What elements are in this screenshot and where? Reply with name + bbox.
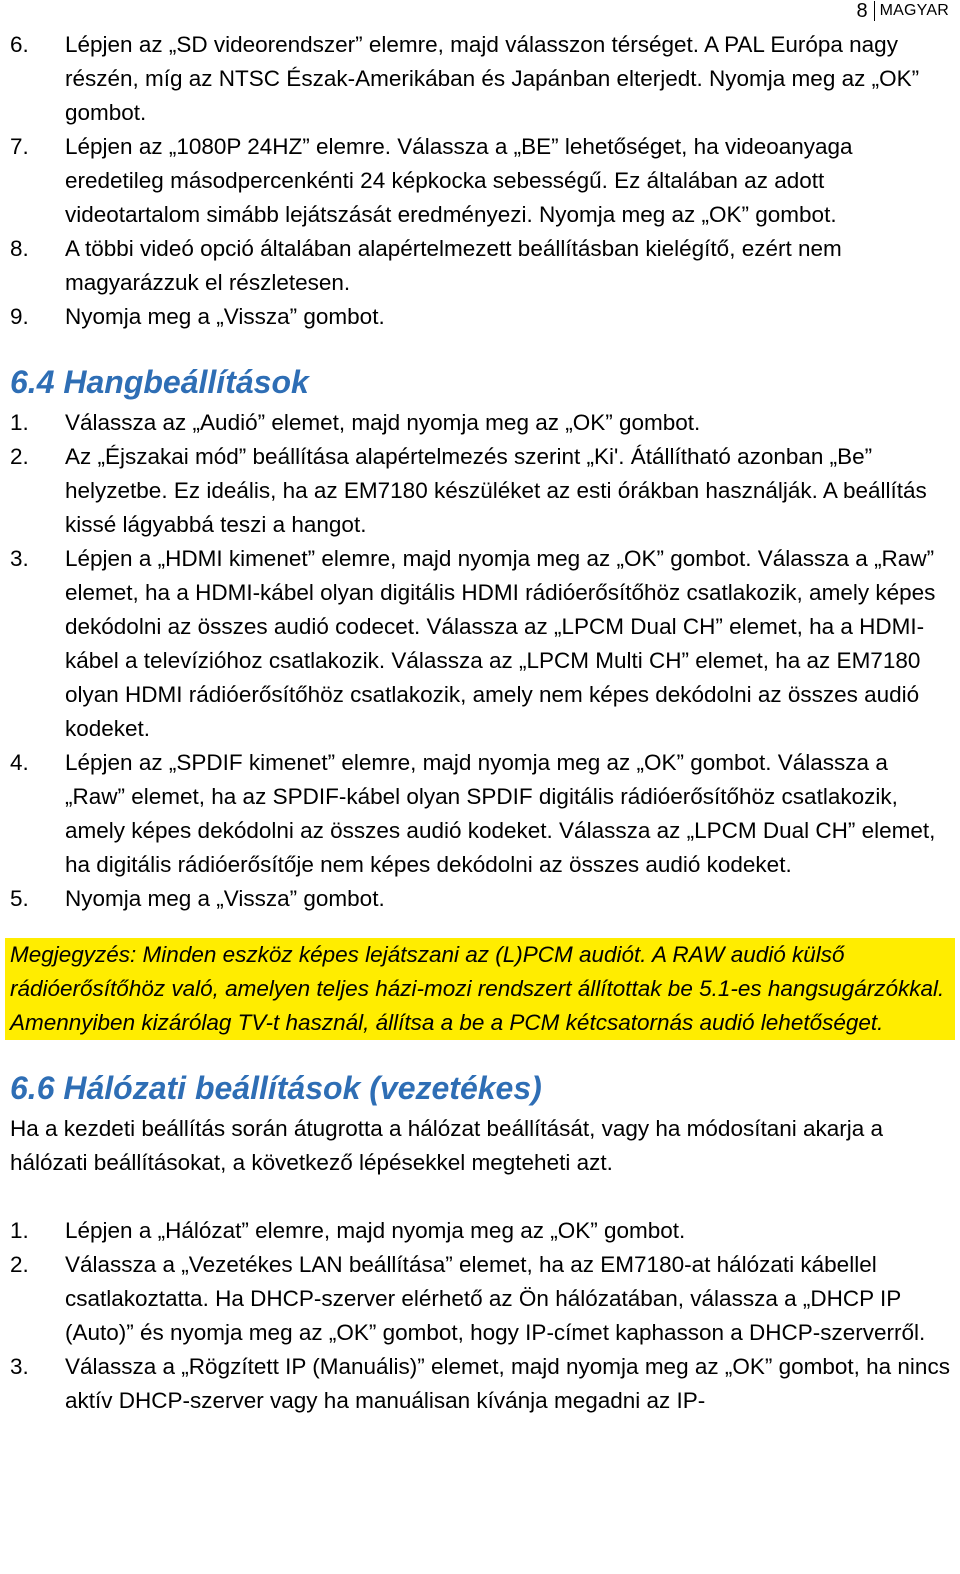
item-text: Lépjen a „HDMI kimenet” elemre, majd nyomja meg az „OK” gombot. Válassza a „Raw” elemet, ha a HDMI-kábel olyan digitális HDMI rádióerősítőhöz csatlakozik, amely képes dekódolni az összes audió codecet. Válassza az „LPCM Dual CH” elemet, ha a HDMI-kábel a televízióhoz csatlakozik. Válassza az „LPCM Multi CH” elemet, ha az EM7180 olyan HDMI rádióerősítőhöz csatlakozik, amely nem képes dekódolni az összes audió kodeket. xyxy=(65,546,936,741)
video-steps-list xyxy=(10,28,950,334)
spacer xyxy=(10,916,950,938)
list-item xyxy=(10,1214,950,1248)
audio-steps-list xyxy=(10,406,950,916)
item-text: Lépjen az „1080P 24HZ” elemre. Válassza a „BE” lehetőséget, ha videoanyaga eredetileg másodpercenkénti 24 képkocka sebességű. Ez általában az adott videotartalom simább lejátszását eredményezi. Nyomja meg az „OK” gombot. xyxy=(65,134,853,227)
item-number: 1. xyxy=(10,1218,29,1243)
item-number: 8. xyxy=(10,236,29,261)
page-header xyxy=(857,0,949,22)
item-text: Nyomja meg a „Vissza” gombot. xyxy=(65,886,385,911)
section-title-network: 6.6 Hálózati beállítások (vezetékes) xyxy=(10,1070,542,1106)
item-text: Az „Éjszakai mód” beállítása alapértelmezés szerint „Ki'. Átállítható azonban „Be” helyzetbe. Ez ideális, ha az EM7180 készüléket az esti órákban használják. A beállítás kissé lágyabbá teszi a hangot. xyxy=(65,444,927,537)
item-text: A többi videó opció általában alapértelmezett beállításban kielégítő, ezért nem magyarázzuk el részletesen. xyxy=(65,236,842,295)
spacer xyxy=(10,1040,950,1064)
item-text: Lépjen az „SD videorendszer” elemre, majd válasszon térséget. A PAL Európa nagy részén, míg az NTSC Észak-Amerikában és Japánban elterjedt. Nyomja meg az „OK” gombot. xyxy=(65,32,920,125)
spacer xyxy=(10,334,950,358)
list-item xyxy=(10,300,950,334)
item-number: 3. xyxy=(10,1354,29,1379)
item-number: 4. xyxy=(10,750,29,775)
item-number: 6. xyxy=(10,32,29,57)
item-text: Válassza az „Audió” elemet, majd nyomja meg az „OK” gombot. xyxy=(65,410,701,435)
item-number: 1. xyxy=(10,410,29,435)
item-text: Lépjen a „Hálózat” elemre, majd nyomja meg az „OK” gombot. xyxy=(65,1218,686,1243)
list-item xyxy=(10,542,950,746)
list-item xyxy=(10,1350,950,1418)
item-number: 3. xyxy=(10,546,29,571)
item-text: Válassza a „Rögzített IP (Manuális)” elemet, majd nyomja meg az „OK” gombot, ha nincs aktív DHCP-szerver vagy ha manuálisan kívánja megadni az IP- xyxy=(65,1354,950,1413)
list-item xyxy=(10,440,950,542)
item-number: 2. xyxy=(10,1252,29,1277)
header-language: MAGYAR xyxy=(879,2,949,19)
section-title-audio: 6.4 Hangbeállítások xyxy=(10,364,309,400)
item-number: 2. xyxy=(10,444,29,469)
page-number: 8 xyxy=(856,0,868,22)
header-divider xyxy=(874,1,875,21)
network-steps-list xyxy=(10,1214,950,1418)
item-text: Nyomja meg a „Vissza” gombot. xyxy=(65,304,385,329)
item-number: 9. xyxy=(10,304,29,329)
item-text: Lépjen az „SPDIF kimenet” elemre, majd nyomja meg az „OK” gombot. Válassza a „Raw” elemet, ha az SPDIF-kábel olyan SPDIF digitális rádióerősítőhöz csatlakozik, amely képes dekódolni az összes audió kodeket. Válassza az „LPCM Dual CH” elemet, ha digitális rádióerősítője nem képes dekódolni az összes audió kodeket. xyxy=(65,750,936,877)
note-text: Megjegyzés: Minden eszköz képes lejátszani az (L)PCM audiót. A RAW audió külső rádióerősítőhöz való, amelyen teljes házi-mozi rendszert állítottak be 5.1-es hangsugárzókkal. Amennyiben kizárólag TV-t használ, állítsa a be a PCM kétcsatornás audió lehetőséget. xyxy=(10,942,945,1035)
list-item xyxy=(10,406,950,440)
item-number: 7. xyxy=(10,134,29,159)
spacer xyxy=(10,1180,950,1214)
list-item xyxy=(10,232,950,300)
item-number: 5. xyxy=(10,886,29,911)
document-body xyxy=(10,28,950,1418)
network-intro: Ha a kezdeti beállítás során átugrotta a hálózat beállítását, vagy ha módosítani akarja a hálózati beállításokat, a következő lépésekkel megteheti azt. xyxy=(10,1116,884,1175)
list-item xyxy=(10,1248,950,1350)
list-item xyxy=(10,882,950,916)
list-item xyxy=(10,746,950,882)
note-box xyxy=(5,938,955,1040)
list-item xyxy=(10,130,950,232)
item-text: Válassza a „Vezetékes LAN beállítása” elemet, ha az EM7180-at hálózati kábellel csatlakoztatta. Ha DHCP-szerver elérhető az Ön hálózatában, válassza a „DHCP IP (Auto)” és nyomja meg az „OK” gombot, hogy IP-címet kaphasson a DHCP-szerverről. xyxy=(65,1252,926,1345)
list-item xyxy=(10,28,950,130)
